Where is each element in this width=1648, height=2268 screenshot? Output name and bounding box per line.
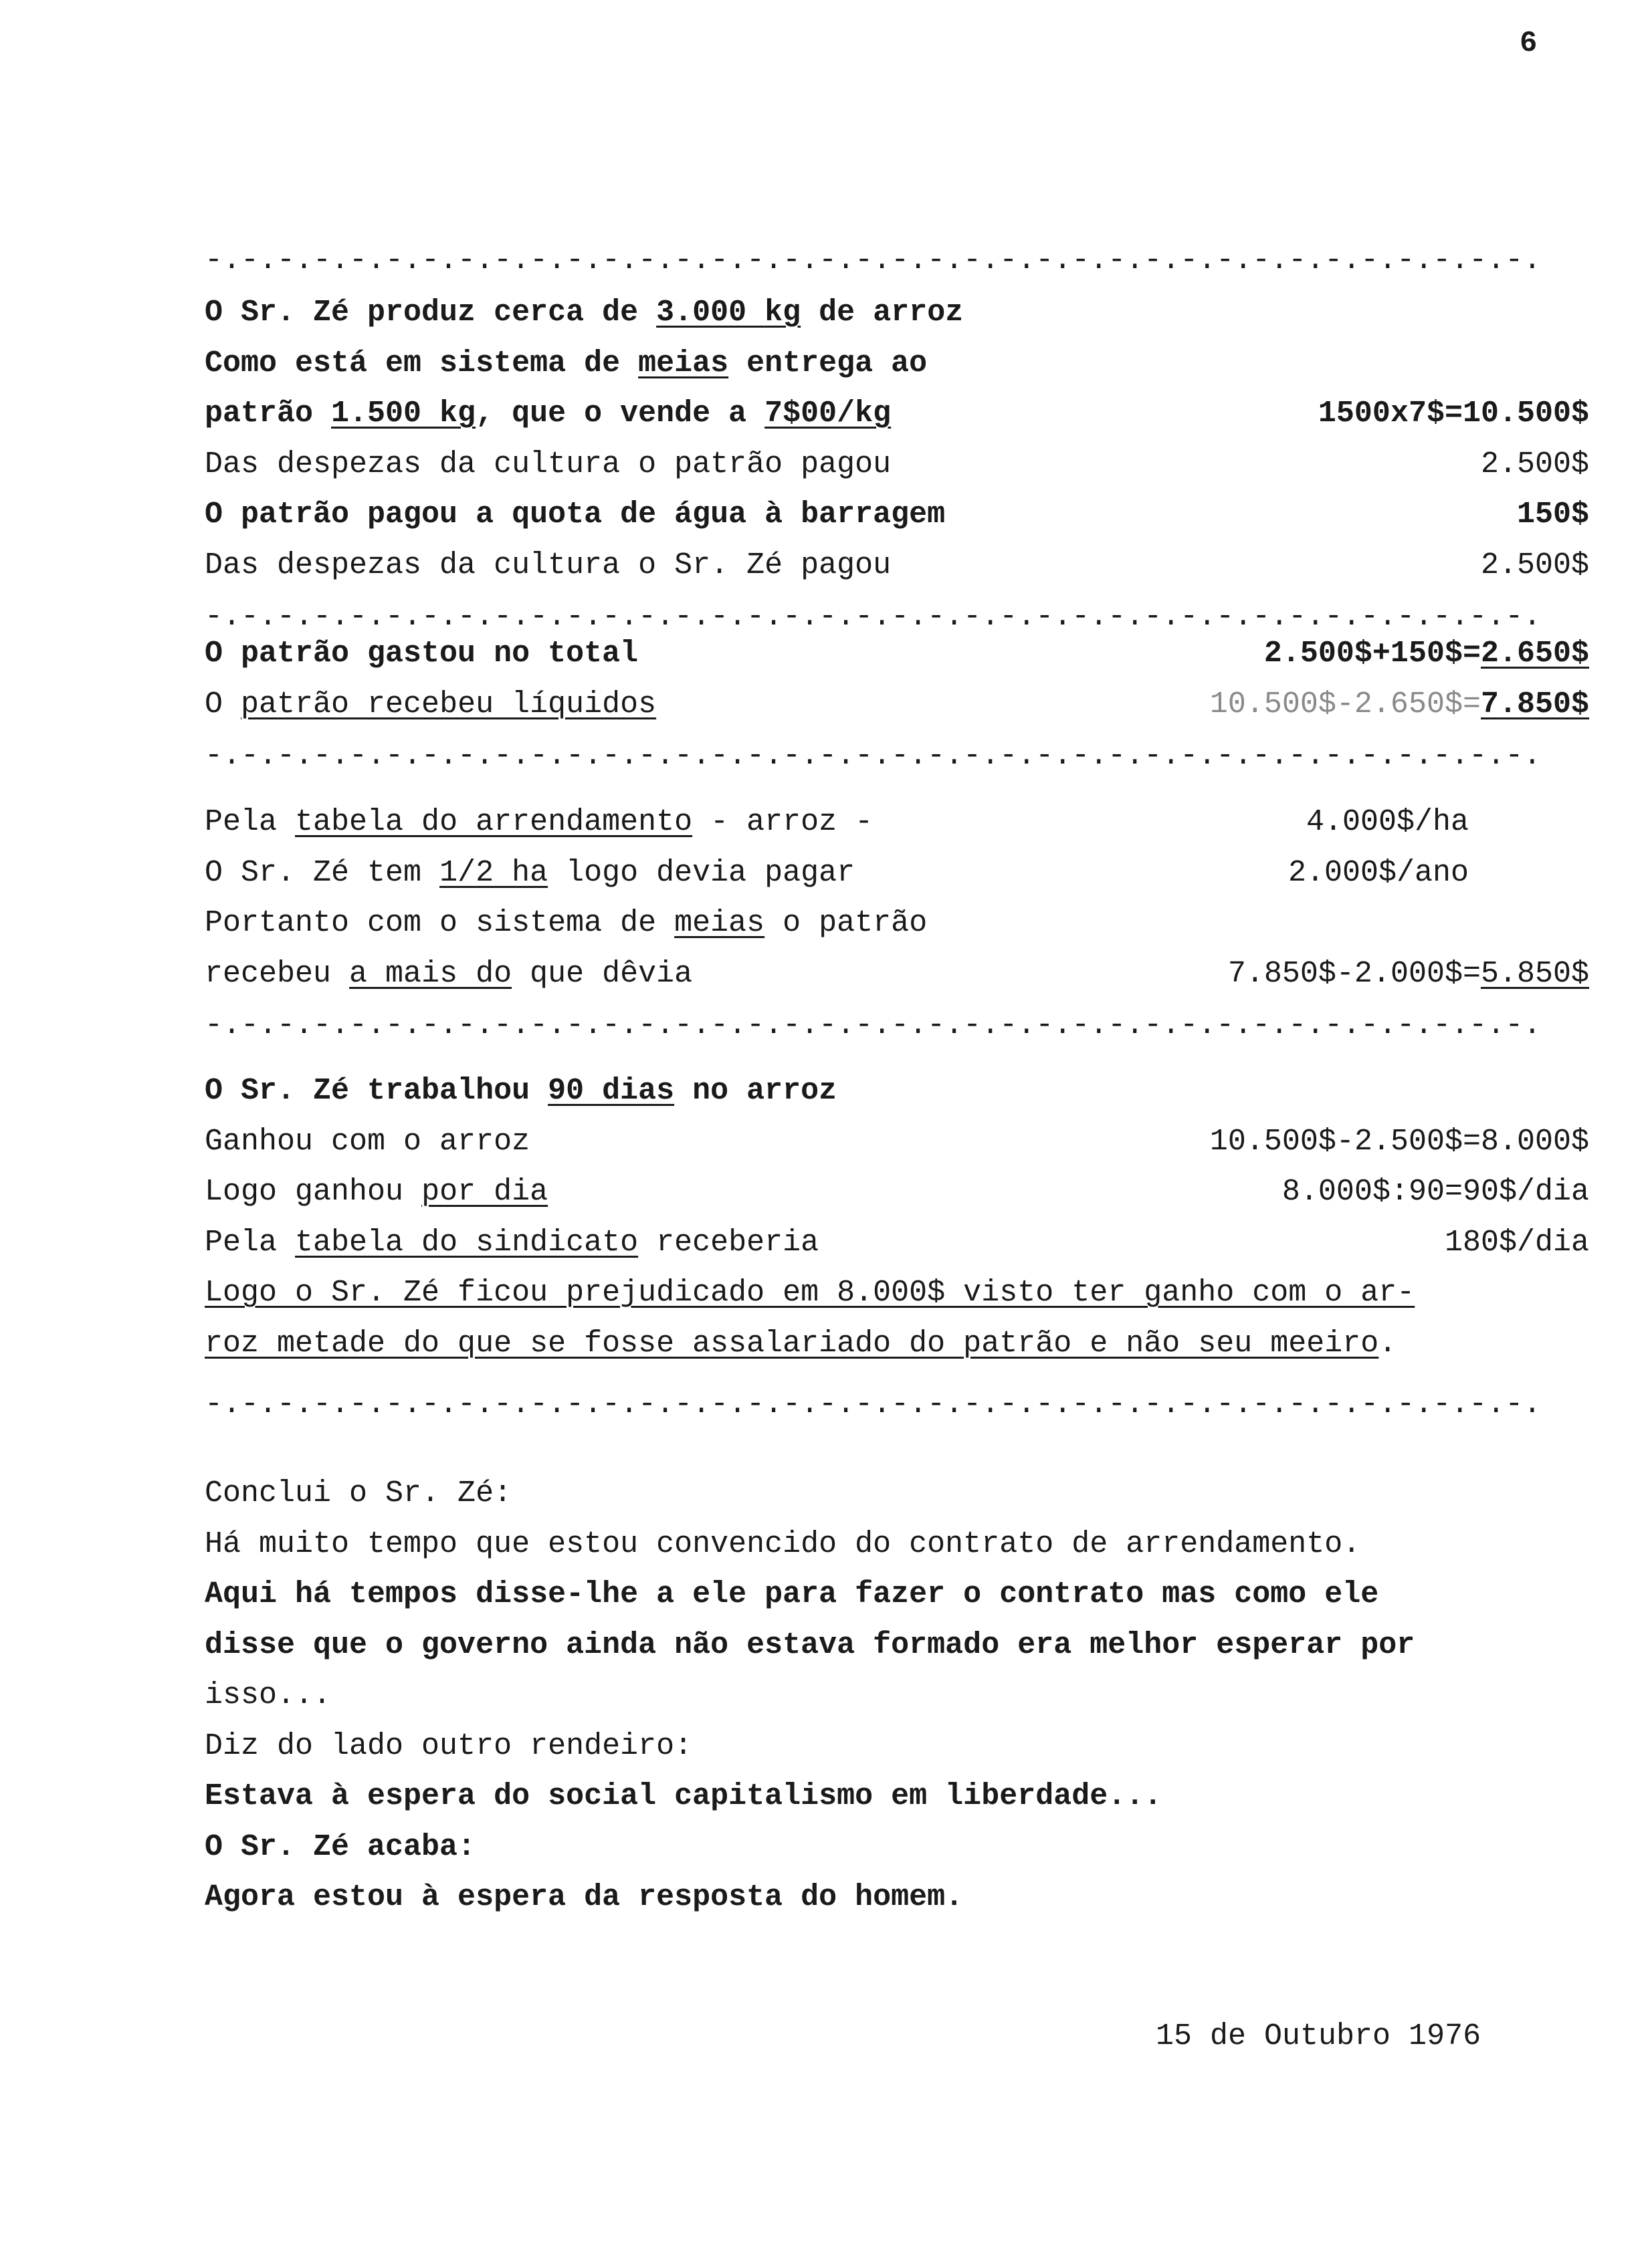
amount: 8.000$:90=90$/dia (1281, 1175, 1589, 1209)
row-patrao-total-spent (205, 629, 1589, 679)
page-number: 6 (1520, 27, 1538, 60)
row-earned (205, 1117, 1589, 1167)
closing-line: Conclui o Sr. Zé: (205, 1476, 512, 1510)
section-work-days (205, 1066, 1589, 1432)
text-underlined: tabela do arrendamento (295, 805, 693, 839)
row-union-table (205, 1218, 1589, 1268)
amount: 2.000$/ano (1288, 855, 1469, 890)
closing-line: Agora estou à espera da resposta do homem. (205, 1880, 964, 1914)
text-underlined: meias (638, 346, 729, 380)
row-production (205, 288, 1589, 338)
amount: 2.500$ (1480, 548, 1589, 582)
text: de arroz (801, 296, 964, 330)
row-meias (205, 338, 1589, 389)
amount: 4.000$/ha (1306, 805, 1469, 839)
amount: 2.500$ (1480, 447, 1589, 481)
text: Ganhou com o arroz (205, 1124, 530, 1159)
conclusion-line: roz metade do que se fosse assalariado do patrão e não seu meeiro (205, 1326, 1379, 1361)
text: - arroz - (692, 805, 873, 839)
closing-line: Estava à espera do social capitalismo em liberdade... (205, 1779, 1162, 1813)
text-underlined: patrão recebeu líquidos (241, 687, 657, 721)
text: no arroz (674, 1074, 837, 1108)
text-underlined: 90 dias (548, 1074, 675, 1108)
text: patrão (205, 396, 332, 431)
text-underlined: 3.000 kg (656, 296, 801, 330)
closing-line: Há muito tempo que estou convencido do contrato de arrendamento. (205, 1526, 1361, 1561)
text: recebeu (205, 956, 350, 991)
row-rent-table (205, 797, 1589, 848)
separator-line: -.-.-.-.-.-.-.-.-.-.-.-.-.-.-.-.-.-.-.-.-.-.-.-.-.-.-.-.-.-.-.-.-.-.-.-.-. (205, 1008, 1542, 1042)
text-underlined: 1/2 ha (439, 855, 548, 890)
text: Logo ganhou (205, 1175, 422, 1209)
text: logo devia pagar (548, 855, 855, 890)
text: Pela (205, 1225, 296, 1260)
text-underlined: 1.500 kg (331, 396, 476, 431)
text: O patrão pagou a quota de água à barragem (205, 497, 946, 532)
amount: 180$/dia (1444, 1225, 1589, 1260)
amount: 7.850$-2.000$= (1227, 956, 1481, 991)
row-per-day (205, 1167, 1589, 1218)
text: o patrão (764, 906, 928, 940)
section-production (205, 234, 1589, 644)
document-date: 15 de Outubro 1976 (1156, 2019, 1481, 2053)
text: entrega ao (728, 346, 928, 380)
text: que dêvia (512, 956, 693, 991)
row-water-quota (205, 489, 1589, 540)
text: O Sr. Zé trabalhou (205, 1074, 548, 1108)
row-conclusion-1 (205, 1268, 1589, 1319)
row-conclusion-2 (205, 1319, 1589, 1369)
row-portanto (205, 898, 1589, 949)
text: . (1378, 1326, 1397, 1361)
closing-line: Diz do lado outro rendeiro: (205, 1728, 693, 1763)
row-patrao-expenses (205, 439, 1589, 490)
text-underlined: a mais do (349, 956, 512, 991)
amount: 10.500$-2.650$= (1209, 687, 1481, 721)
text: Das despezas da cultura o Sr. Zé pagou (205, 548, 892, 582)
closing-line: disse que o governo ainda não estava formado era melhor esperar por (205, 1627, 1415, 1662)
amount-underlined: 5.850$ (1480, 956, 1589, 991)
text: O Sr. Zé produz cerca de (205, 296, 657, 330)
row-sale (205, 388, 1589, 439)
separator-line: -.-.-.-.-.-.-.-.-.-.-.-.-.-.-.-.-.-.-.-.-.-.-.-.-.-.-.-.-.-.-.-.-.-.-.-.-. (205, 1387, 1542, 1422)
text: receberia (638, 1225, 819, 1260)
text-underlined: 7$00/kg (764, 396, 892, 431)
separator-line: -.-.-.-.-.-.-.-.-.-.-.-.-.-.-.-.-.-.-.-.-.-.-.-.-.-.-.-.-.-.-.-.-.-.-.-.-. (205, 243, 1542, 277)
row-patrao-net (205, 679, 1589, 730)
row-excess (205, 949, 1589, 1000)
closing-line: Aqui há tempos disse-lhe a ele para fazer o contrato mas como ele (205, 1577, 1379, 1611)
amount: 2.500$+150$= (1263, 637, 1481, 671)
conclusion-line: Logo o Sr. Zé ficou prejudicado em 8.000$ visto ter ganho com o ar- (205, 1276, 1415, 1310)
separator-line: -.-.-.-.-.-.-.-.-.-.-.-.-.-.-.-.-.-.-.-.-.-.-.-.-.-.-.-.-.-.-.-.-.-.-.-.-. (205, 600, 1542, 634)
text: O (205, 687, 241, 721)
text-underlined: por dia (421, 1175, 548, 1209)
section-closing (205, 1468, 1589, 1923)
text: , que o vende a (476, 396, 765, 431)
closing-line: isso... (205, 1678, 332, 1712)
text-underlined: meias (674, 906, 765, 940)
section-patrao-totals (205, 629, 1589, 783)
row-ze-expenses (205, 540, 1589, 591)
text: Das despezas da cultura o patrão pagou (205, 447, 892, 481)
closing-line: O Sr. Zé acaba: (205, 1829, 476, 1864)
amount: 10.500$-2.500$=8.000$ (1209, 1124, 1589, 1159)
separator-line: -.-.-.-.-.-.-.-.-.-.-.-.-.-.-.-.-.-.-.-.-.-.-.-.-.-.-.-.-.-.-.-.-.-.-.-.-. (205, 739, 1542, 773)
text-underlined: tabela do sindicato (295, 1225, 639, 1260)
row-days-worked (205, 1066, 1589, 1117)
amount-underlined: 2.650$ (1480, 637, 1589, 671)
amount-underlined: 7.850$ (1480, 687, 1589, 721)
text: O Sr. Zé tem (205, 855, 440, 890)
text: O patrão gastou no total (205, 637, 639, 671)
amount: 150$ (1516, 497, 1589, 532)
section-rent-table (205, 797, 1589, 1052)
text: Portanto com o sistema de (205, 906, 675, 940)
amount: 1500x7$=10.500$ (1318, 396, 1589, 431)
text: Como está em sistema de (205, 346, 639, 380)
row-area (205, 848, 1589, 899)
text: Pela (205, 805, 296, 839)
